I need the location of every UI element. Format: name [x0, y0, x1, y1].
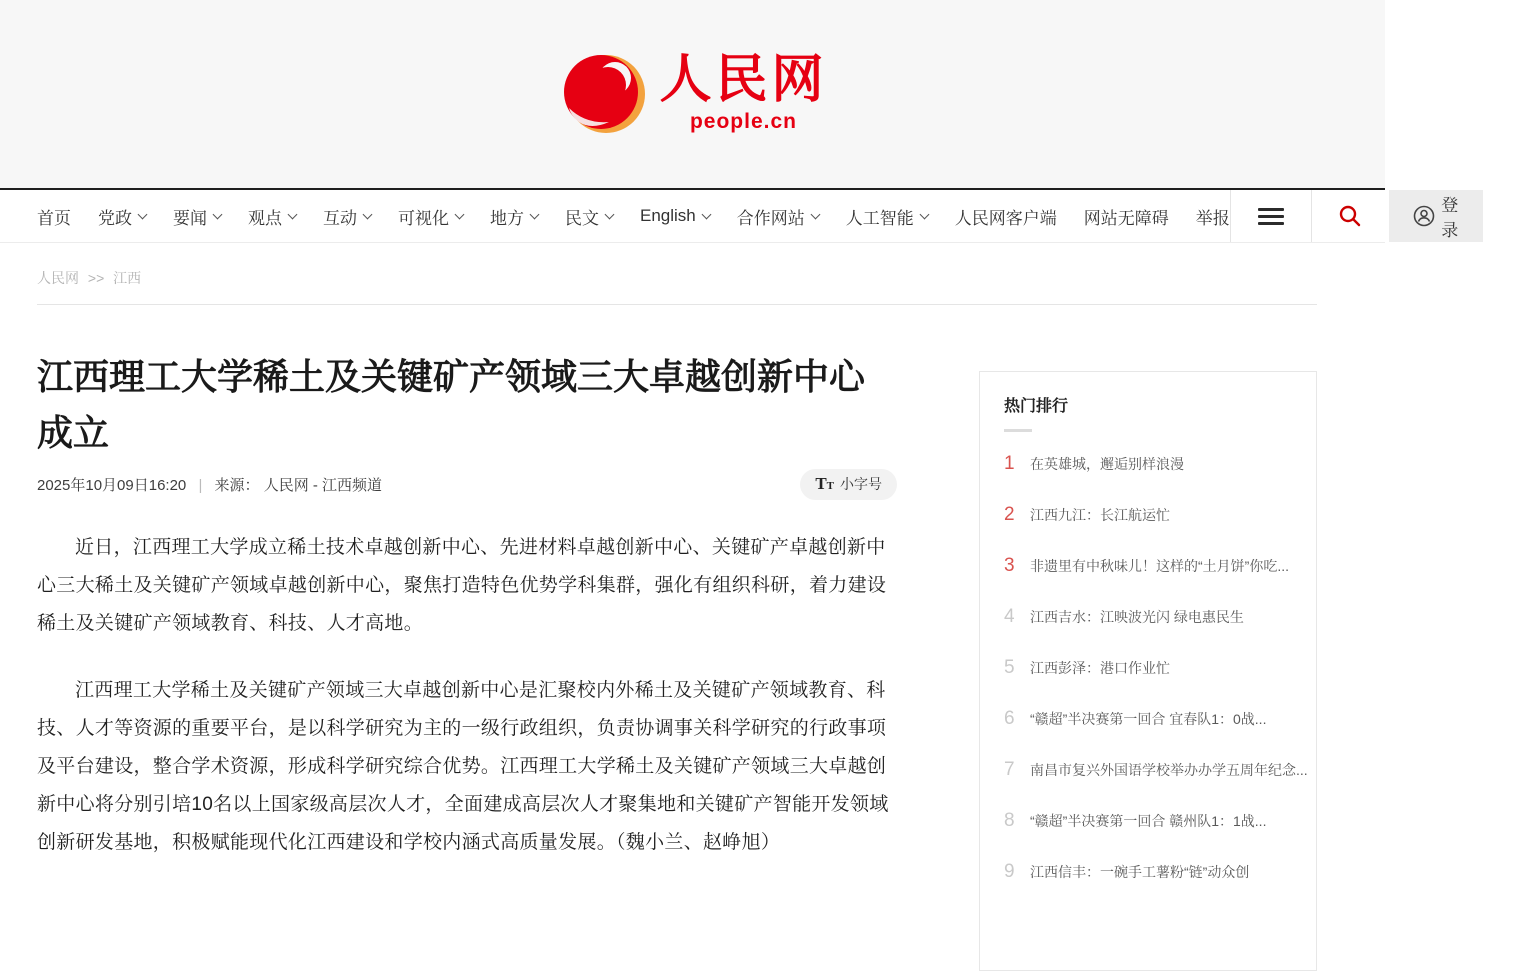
brand-name: 人民网 [659, 51, 828, 109]
source-label: 来源： [214, 476, 260, 494]
nav-item[interactable] [565, 204, 613, 229]
hot-ranking-list [1004, 438, 1308, 897]
rank-number: 6 [1004, 707, 1015, 729]
rank-title: “赣超”半决赛第一回合 赣州队1：1战... [1030, 812, 1267, 829]
people-globe-icon [557, 50, 649, 138]
nav-item-label: 要闻 [173, 208, 207, 228]
breadcrumb-separator: >> [87, 270, 105, 286]
nav-item-label: 党政 [98, 208, 132, 228]
nav-item[interactable] [737, 204, 819, 229]
rank-number: 2 [1004, 503, 1015, 525]
site-logo[interactable] [557, 50, 827, 138]
hot-ranking-item[interactable] [1004, 642, 1292, 693]
title-underline [1004, 429, 1032, 432]
article-paragraph: 近日，江西理工大学成立稀土技术卓越创新中心、先进材料卓越创新中心、关键矿产卓越创新中心三大稀土及关键矿产领域卓越创新中心，聚焦打造特色优势学科集群，强化有组织科研，着力建设稀土及关键矿产领域教育、科技、人才高地。 [37, 536, 887, 634]
rank-number: 3 [1004, 554, 1015, 576]
rank-title: 南昌市复兴外国语学校举办办学五周年纪念... [1030, 761, 1308, 778]
brand-domain: people.cn [689, 110, 797, 134]
nav-item-label: 可视化 [398, 208, 449, 228]
nav-item[interactable] [846, 204, 928, 229]
nav-item[interactable] [323, 204, 371, 229]
nav-utilities [1230, 190, 1513, 242]
search-icon [1338, 204, 1362, 228]
nav-item[interactable] [490, 204, 538, 229]
source-link[interactable]: 人民网 - 江西频道 [263, 476, 383, 494]
nav-item-label: 人民网客户端 [954, 208, 1057, 228]
nav-item[interactable] [955, 204, 1057, 229]
login-label: 登录 [1441, 196, 1459, 240]
rank-title: 江西吉水：江映波光闪 绿电惠民生 [1030, 608, 1244, 625]
breadcrumb-section[interactable]: 江西 [113, 270, 142, 286]
menu-icon[interactable] [1231, 190, 1311, 242]
font-size-icon: TT [815, 474, 834, 494]
hot-ranking-item[interactable] [1004, 846, 1292, 897]
nav-item-label: 民文 [565, 208, 599, 228]
rank-title: “赣超”半决赛第一回合 宜春队1：0战... [1030, 710, 1267, 727]
chevron-down-icon [363, 210, 373, 220]
nav-item[interactable] [398, 204, 463, 229]
meta-separator: | [198, 476, 203, 494]
hot-ranking-item[interactable] [1004, 591, 1292, 642]
chevron-down-icon [530, 210, 540, 220]
hot-ranking-panel [979, 371, 1317, 971]
article-meta [37, 474, 382, 495]
chevron-down-icon [810, 210, 820, 220]
breadcrumb-site[interactable]: 人民网 [37, 270, 79, 286]
font-size-label: 小字号 [840, 476, 882, 493]
rank-number: 4 [1004, 605, 1015, 627]
nav-item[interactable] [37, 204, 71, 229]
chevron-down-icon [213, 210, 223, 220]
breadcrumb [37, 243, 1317, 305]
nav-item-label: 互动 [323, 208, 357, 228]
rank-number: 1 [1004, 452, 1015, 474]
hot-ranking-title: 热门排行 [1004, 398, 1069, 415]
rank-title: 江西九江：长江航运忙 [1030, 506, 1170, 523]
rank-title: 非遗里有中秋味儿！这样的“土月饼”你吃... [1030, 557, 1289, 574]
main-nav [0, 188, 1459, 243]
nav-item[interactable] [98, 204, 146, 229]
hot-ranking-item[interactable] [1004, 795, 1292, 846]
hot-ranking-item[interactable] [1004, 744, 1308, 795]
rank-title: 在英雄城，邂逅别样浪漫 [1030, 455, 1184, 472]
chevron-down-icon [138, 210, 148, 220]
chevron-down-icon [455, 210, 465, 220]
article-body [37, 529, 897, 862]
nav-item-label: 首页 [37, 208, 71, 228]
rank-title: 江西彭泽：港口作业忙 [1030, 659, 1170, 676]
hot-ranking-item[interactable] [1004, 693, 1292, 744]
chevron-down-icon [701, 210, 711, 220]
login-button[interactable] [1389, 190, 1483, 242]
nav-item-label: 合作网站 [736, 208, 805, 228]
rank-title: 江西信丰：一碗手工薯粉“链”动众创 [1030, 863, 1250, 880]
hot-ranking-item[interactable] [1004, 540, 1292, 591]
article-title: 江西理工大学稀土及关键矿产领域三大卓越创新中心成立 [37, 356, 866, 453]
search-button[interactable] [1311, 190, 1389, 242]
article-paragraph: 江西理工大学稀土及关键矿产领域三大卓越创新中心是汇聚校内外稀土及关键矿产领域教育、科技、人才等资源的重要平台，是以科学研究为主的一级行政组织，负责协调事关科学研究的行政事项及平台建设，整合学术资源，形成科学研究综合优势。江西理工大学稀土及关键矿产领域三大卓越创新中心将分别引培10名以上国家级高层次人才，全面建成高层次人才聚集地和关键矿产智能开发领域创新研发基地，积极赋能现代化江西建设和学校内涵式高质量发展。（魏小兰、赵峥旭） [37, 679, 889, 853]
article-meta-row [37, 469, 897, 500]
nav-item-label: English [640, 206, 696, 225]
rank-number: 5 [1004, 656, 1015, 678]
main-content [37, 305, 1317, 971]
article [37, 305, 897, 862]
nav-item[interactable] [640, 206, 710, 226]
rank-number: 9 [1004, 860, 1015, 882]
nav-item-label: 网站无障碍 [1083, 208, 1169, 228]
hot-ranking-item[interactable] [1004, 438, 1292, 489]
site-header [0, 0, 1385, 188]
nav-item-label: 举报 [1195, 208, 1230, 228]
nav-item[interactable] [173, 204, 221, 229]
font-size-button[interactable] [800, 469, 897, 500]
article-date: 2025年10月09日16:20 [37, 476, 187, 494]
nav-list [37, 190, 1230, 242]
nav-item-label: 地方 [490, 208, 524, 228]
nav-item[interactable] [1196, 204, 1230, 229]
chevron-down-icon [288, 210, 298, 220]
rank-number: 7 [1004, 758, 1015, 780]
chevron-down-icon [919, 210, 929, 220]
nav-item-label: 人工智能 [845, 208, 914, 228]
rank-number: 8 [1004, 809, 1015, 831]
nav-item-label: 观点 [248, 208, 282, 228]
hot-ranking-item[interactable] [1004, 489, 1292, 540]
nav-item[interactable] [1084, 204, 1169, 229]
chevron-down-icon [605, 210, 615, 220]
nav-item[interactable] [248, 204, 296, 229]
user-icon [1413, 205, 1435, 227]
